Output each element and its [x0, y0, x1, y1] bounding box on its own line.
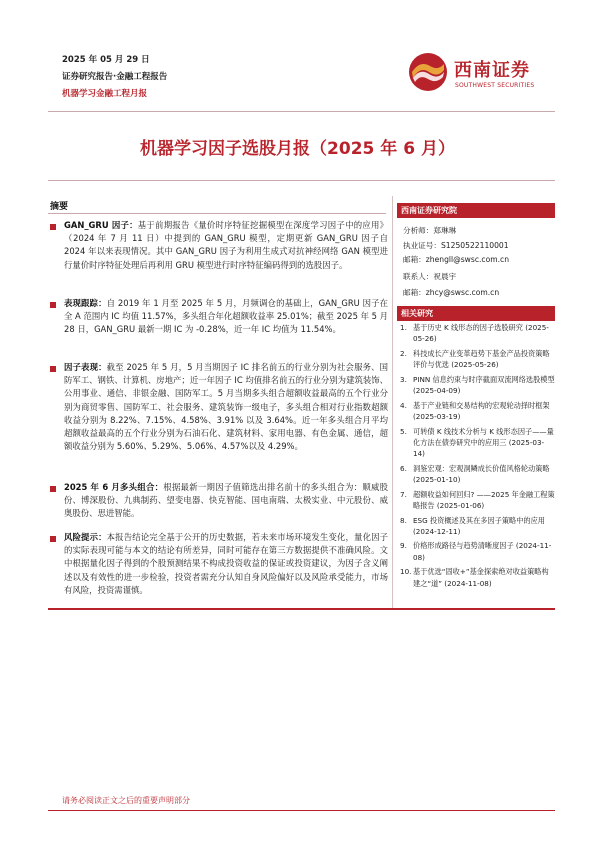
summary-heading: 摘要 [50, 202, 69, 212]
list-item[interactable]: 4. 基于产业链和交易结构的宏观轮动择时框架 (2025-03-19) [400, 400, 550, 421]
bullet-icon [50, 486, 56, 492]
list-item[interactable]: 9. 价格形成路径与趋势清晰度因子 (2024-11-08) [400, 541, 552, 562]
content-bottom-divider [48, 608, 555, 610]
related-research-list [400, 322, 555, 592]
bullet-icon [50, 224, 56, 230]
list-item[interactable]: 3. PINN 信息约束与时序截面双流网络选股模型 (2025-04-09) [400, 374, 555, 396]
summary-paragraph: 因子表现：截至 2025 年 5 月，5 月当期因子 IC 排名前五的行业分别为社会服务、国防军工、钢铁、计算机、房地产；近一年因子 IC 均值排名前五的行业分别为建筑装饰、公用事业、通信、非银金融、国防军工。5 月当期多头组合超额收益最高的五个行业分别为商贸零售、国防军工、社会服务、建筑装饰一级电子，多头组合相对行业指数超额收益分别为 8.22%、7.15%、4.58%、3.91% 以及 3.64%。近一年多头组合月平均超额收益最高的五个行业分别为石油石化、建筑材料、家用电器、有色金属、通信，超额收益分别为 5.60%、5.29%、5.06%、4.57%以及 4.29%。 [64, 362, 389, 452]
list-item[interactable]: 6. 洞鉴宏观：宏观洞鳞成长价值风格轮动策略 (2025-01-10) [400, 463, 550, 485]
report-date: 2025 年 05 月 29 日 [62, 55, 150, 65]
related-research-heading: 相关研究 [397, 306, 555, 321]
summary-paragraph: 2025 年 6 月多头组合：根据最新一期因子值筛选出排名前十的多头组合为：顺威股份、博深股份、九典制药、望变电器、快克智能、国电南瑞、太极实业、中元股份、威奥股份、思进智能。 [64, 482, 388, 519]
report-type: 证券研究报告·金融工程报告 [62, 72, 168, 82]
logo-name-en: SOUTHWEST SECURITIES [455, 82, 535, 89]
report-series: 机器学习金融工程月报 [62, 89, 148, 99]
title-divider [48, 180, 555, 181]
column-divider [392, 196, 393, 608]
analyst-name: 分析师：郑琳琳 [403, 226, 457, 235]
summary-paragraph: 表现跟踪：自 2019 年 1 月至 2025 年 5 月，月频调仓的基础上，GAN_GRU 因子在全 A 范围内 IC 均值 11.57%，多头组合年化超额收益率 25.01%；截至 2025 年 5 月 28 日，GAN_GRU 最新一期 IC 为 -0.28%，近一年 IC 均值为 11.54%。 [64, 298, 389, 335]
summary-paragraph: GAN_GRU 因子：基于前期报告《量价时序特征挖掘模型在深度学习因子中的应用》（2024 年 7 月 11 日）中提到的 GAN_GRU 模型，定期更新 GAN_GRU 因子自 2024 年以来表现情况。其中 GAN_GRU 因子为利用生成式对抗神经网络 GAN 模型进行量价时序特征处理后再利用 GRU 模型进行时序特征编码得到的选股因子。 [64, 220, 389, 270]
list-item[interactable]: 7. 超额收益如何回归? ——2025 年金融工程策略报告 (2025-01-06) [400, 489, 555, 510]
analyst-email[interactable]: 邮箱：zhengll@swsc.com.cn [403, 255, 510, 264]
header-divider [48, 111, 555, 112]
contact-name: 联系人：祝晨宇 [403, 272, 457, 281]
analyst-license: 执业证号：S1250522110001 [403, 241, 509, 250]
logo-name-cn: 西南证券 [454, 60, 530, 81]
list-item[interactable]: 10. 基于优选“固收+”基金探索绝对收益策略构建之“道” (2024-11-08) [400, 567, 549, 588]
southwest-logo-icon [408, 52, 448, 92]
research-team-heading: 西南证券研究院 [397, 203, 555, 218]
list-item[interactable]: 1. 基于历史 K 线形态的因子选股研究 (2025-05-26) [400, 323, 549, 344]
report-title: 机器学习因子选股月报（2025 年 6 月） [140, 139, 455, 159]
summary-divider [48, 213, 386, 214]
summary-paragraph: 风险提示：本报告结论完全基于公开的历史数据，若未来市场环境发生变化，量化因子的实际表现可能与本文的结论有所差异，同时可能存在第三方数据提供不准确风险。文中根据量化因子得到的个股预测结果不构成投资收益的保证或投资建议，为因子含义阐述以及有效性的进一步检验，投资者需充分认知自身风险偏好以及风险承受能力，市场有风险，投资需谨慎。 [64, 532, 389, 595]
bullet-icon [50, 536, 56, 542]
list-item[interactable]: 5. 可转债 K 线技术分析与 K 线形态因子——量化方法在债券研究中的应用三 (2025-03-14) [400, 426, 554, 459]
contact-email[interactable]: 邮箱：zhcy@swsc.com.cn [403, 288, 500, 297]
list-item[interactable]: 8. ESG 投资概述及其在多因子策略中的应用 (2024-12-11) [400, 515, 545, 536]
bullet-icon [50, 302, 56, 308]
list-item[interactable]: 2. 科技成长产业变革趋势下基金产品投资策略评价与优选 (2025-05-26) [400, 348, 550, 370]
footer-divider [48, 810, 555, 811]
bullet-icon [50, 366, 56, 372]
footer-disclaimer: 请务必阅读正文之后的重要声明部分 [62, 796, 190, 805]
